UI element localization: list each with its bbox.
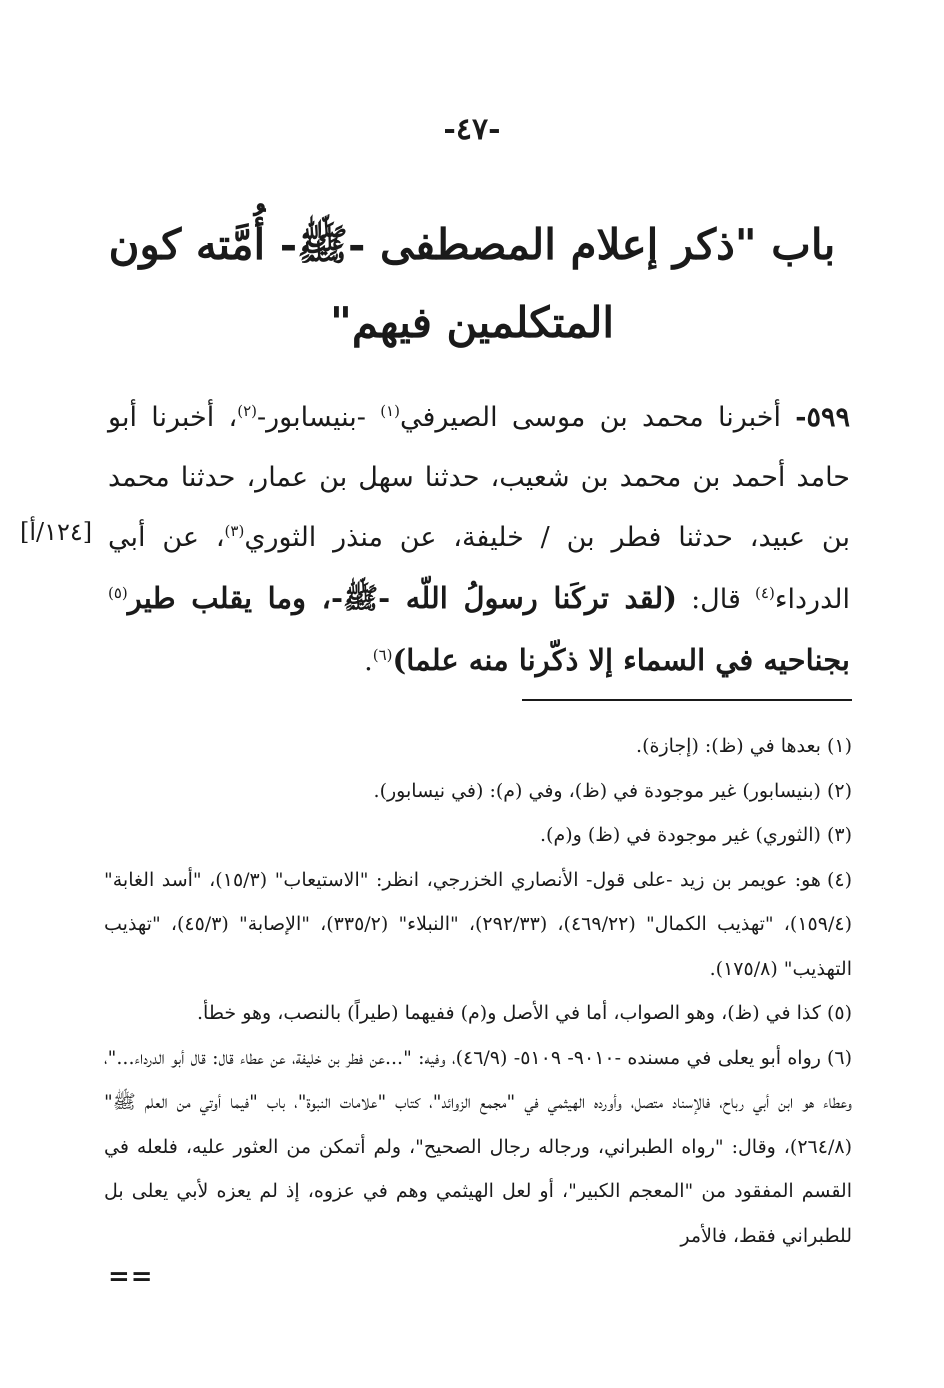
hadith-text: قال: xyxy=(676,584,756,615)
footnote-number: (٣) xyxy=(826,824,852,846)
footnote-number: (٤) xyxy=(826,868,852,891)
hadith-quote: (لقد تركَنا رسولُ اللّه -ﷺ-، وما يقلب طير xyxy=(127,581,677,615)
folio-marker: [١٢٤/أ] xyxy=(20,518,93,546)
footnote-text: هو: عويمر بن زيد -على قول- الأنصاري الخزرجي، انظر: "الاستيعاب" (١٥/٣)، "أسد الغابة" (١٥٩/٤)، "تهذيب الكمال" (٤٦٩/٢٢)، (٢٩٢/٣٣)، "النبلاء" (٣٣٥/٢)، "الإصابة" (٤٥/٣)، "تهذيب التهذيب" (١٧٥/٨). xyxy=(104,868,852,980)
footnote-ref[interactable]: (١) xyxy=(380,402,400,420)
hadith-text: ، أخبرنا أبو حامد أحمد بن محمد بن شعيب، حدثنا سهل بن عمار، حدثنا محمد بن عبيد، حدثنا فطر بن / خليفة، عن منذر الثوري xyxy=(108,402,850,553)
footnote-item xyxy=(104,1036,852,1259)
footnote-text: كذا في (ظ)، وهو الصواب، أما في الأصل و(م) ففيهما (طيراً) بالنصب، وهو خطأ. xyxy=(197,1002,821,1024)
footnotes-section xyxy=(104,724,852,1258)
footnote-number: (١) xyxy=(826,735,852,757)
hadith-text: ، عن أبي الدرداء xyxy=(108,522,850,615)
hadith-number: ٥٩٩- xyxy=(795,402,851,433)
footnote-ref[interactable]: (٦) xyxy=(372,646,393,664)
footnote-divider xyxy=(522,699,852,701)
hadith-quote: بجناحيه في السماء إلا ذكّرنا منه علما) xyxy=(392,643,850,677)
footnote-item xyxy=(104,769,852,814)
footnote-ref[interactable]: (٥) xyxy=(108,584,128,602)
footnote-ref[interactable]: (٣) xyxy=(224,522,245,540)
footnote-number: (٦) xyxy=(826,1046,852,1069)
footnote-number: (٢) xyxy=(826,779,852,802)
footnote-item xyxy=(104,858,852,992)
page-number: -٤٧- xyxy=(443,112,501,147)
hadith-paragraph xyxy=(108,388,850,692)
hadith-end: . xyxy=(364,646,373,677)
footnote-text: (بنيسابور) غير موجودة في (ظ)، وفي (م): (في نيسابور). xyxy=(373,779,821,802)
footnote-text: رواه أبو يعلى في مسنده -٩٠١٠- ٥١٠٩- (٤٦/٩)، وفيه: "...عن فطر بن خليفة، عن عطاء قال: قال أبو الدرداء..."، وعطاء هو ابن أبي رباح، فالإسناد متصل، وأورده الهيثمي في "مجمع الزوائد"، كتاب "علامات النبوة"، باب "فيما أوتي من العلم ﷺ" (٢٦٤/٨)، وقال: "رواه الطبراني، ورجاله رجال الصحيح"، ولم أتمكن من العثور عليه، فلعله في القسم المفقود من "المعجم الكبير"، أو لعل الهيثمي وهم في عزوه، إذ لم يعزه لأبي يعلى بل للطبراني فقط، فالأمر xyxy=(104,1046,852,1247)
footnote-text: بعدها في (ظ): (إجازة). xyxy=(636,735,821,757)
footnote-ref[interactable]: (٢) xyxy=(237,402,258,420)
continuation-mark: == xyxy=(108,1262,154,1292)
footnote-number: (٥) xyxy=(826,1002,852,1024)
hadith-text: -بنيسابور- xyxy=(257,402,381,433)
hadith-text: أخبرنا محمد بن موسى الصيرفي xyxy=(399,402,781,433)
footnote-item xyxy=(104,724,852,769)
footnote-text: (الثوري) غير موجودة في (ظ) و(م). xyxy=(540,824,821,846)
chapter-title: باب "ذكر إعلام المصطفى -ﷺ- أُمَّته كون المتكلمين فيهم" xyxy=(108,220,836,347)
footnote-item xyxy=(104,991,852,1036)
footnote-item xyxy=(104,813,852,858)
footnote-ref[interactable]: (٤) xyxy=(755,584,775,602)
